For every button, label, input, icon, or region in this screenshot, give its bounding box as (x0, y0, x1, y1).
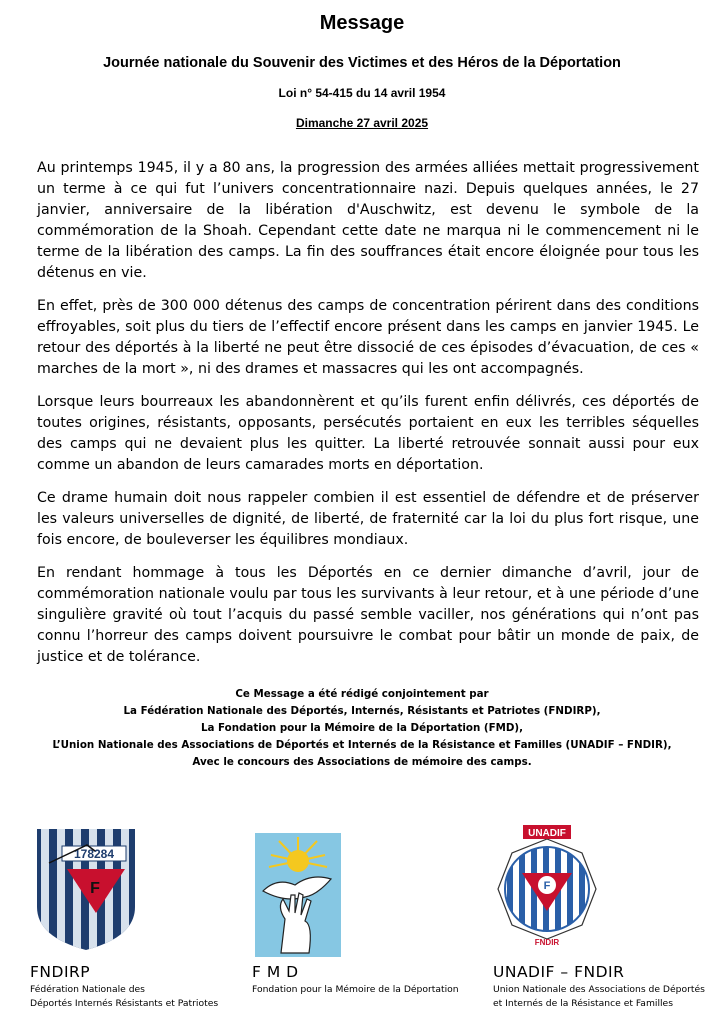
paragraph: Ce drame humain doit nous rappeler combien il est essentiel de défendre et de préserver les valeurs universelles de dignité, de liberté, de fraternité car la loi du plus fort risque, une fois encore, de bouleverser les équilibres mondiaux. (37, 490, 699, 548)
paragraph: En rendant hommage à tous les Déportés en ce dernier dimanche d’avril, jour de commémoration nationale voulu par tous les survivants à leur retour, et à une période d’une singulière gravité où tout l’acquis du passé semble vaciller, nos générations qui n’ont pas connu l’horreur des camps doivent poursuivre le combat pour bâtir un monde de paix, de justice et de tolérance. (37, 565, 699, 665)
org-abbreviation: F M D (252, 963, 299, 981)
event-date: Dimanche 27 avril 2025 (295, 116, 429, 130)
org-full-name: Déportés Internés Résistants et Patriotes (30, 998, 219, 1009)
org-abbreviation: UNADIF – FNDIR (493, 963, 625, 981)
org-fndirp (30, 962, 240, 1010)
paragraph: Au printemps 1945, il y a 80 ans, la progression des armées alliées mettait progressivement un terme à ce qui fut l’univers concentrationnaire nazi. Depuis quelques années, le 27 janvier, anniversaire de la libération d'Auschwitz, est devenu le symbole de la commémoration de la Shoah. Cependant cette date ne marqua ni le commencement ni le terme de la libération des camps. La fin des souffrances était encore éloignée pour tous les détenus en vie. (37, 160, 699, 281)
paragraph: En effet, près de 300 000 détenus des camps de concentration périrent dans des conditions effroyables, soit plus du tiers de l’effectif encore présent dans les camps en janvier 1945. Le retour des déportés à la liberté ne peut être dissocié de ces épisodes d’évacuation, de ces « marches de la mort », ni des drames et massacres qui les ont accompagnés. (37, 298, 699, 377)
document-subtitle: Journée nationale du Souvenir des Victimes et des Héros de la Déportation (103, 55, 621, 71)
unadif-logo-icon (486, 825, 608, 949)
unadif-logo-letter: F (543, 880, 551, 892)
unadif-logo-top-text: UNADIF (528, 828, 566, 839)
fndirp-logo-icon (37, 829, 135, 950)
fmd-logo-icon (255, 833, 341, 957)
credits-intro: Ce Message a été rédigé conjointement par (235, 688, 489, 700)
message-body (37, 158, 699, 680)
law-reference: Loi n° 54-415 du 14 avril 1954 (278, 86, 446, 100)
paragraph: Lorsque leurs bourreaux les abandonnèrent et qu’ils furent enfin délivrés, ces déportés de toutes origines, résistants, opposants, persécutés portaient en eux les terribles séquelles des camps qui ne devaient plus les quitter. La liberté retrouvée sonnait aussi pour eux comme un abandon de leurs camarades morts en déportation. (37, 394, 699, 473)
document-title: Message (319, 12, 405, 34)
credits-line: La Fédération Nationale des Déportés, Internés, Résistants et Patriotes (FNDIRP), (123, 705, 601, 717)
fndirp-logo-number: 178284 (73, 847, 115, 861)
fndirp-logo-letter: F (90, 880, 100, 897)
credits-line: Avec le concours des Associations de mémoire des camps. (192, 756, 532, 768)
org-full-name: Fondation pour la Mémoire de la Déportation (252, 984, 459, 995)
org-unadif (493, 962, 713, 1010)
org-abbreviation: FNDIRP (30, 963, 91, 981)
org-full-name: Fédération Nationale des (30, 984, 145, 995)
org-full-name: Union Nationale des Associations de Déportés (493, 984, 705, 995)
credits-line: La Fondation pour la Mémoire de la Déportation (FMD), (200, 722, 524, 734)
credits-line: L’Union Nationale des Associations de Déportés et Internés de la Résistance et Familles (UNADIF – FNDIR), (52, 739, 672, 751)
org-full-name: et Internés de la Résistance et Familles (493, 998, 673, 1009)
credits-block (0, 686, 724, 771)
org-fmd (252, 962, 472, 996)
unadif-logo-bottom-text: FNDIR (534, 938, 560, 947)
